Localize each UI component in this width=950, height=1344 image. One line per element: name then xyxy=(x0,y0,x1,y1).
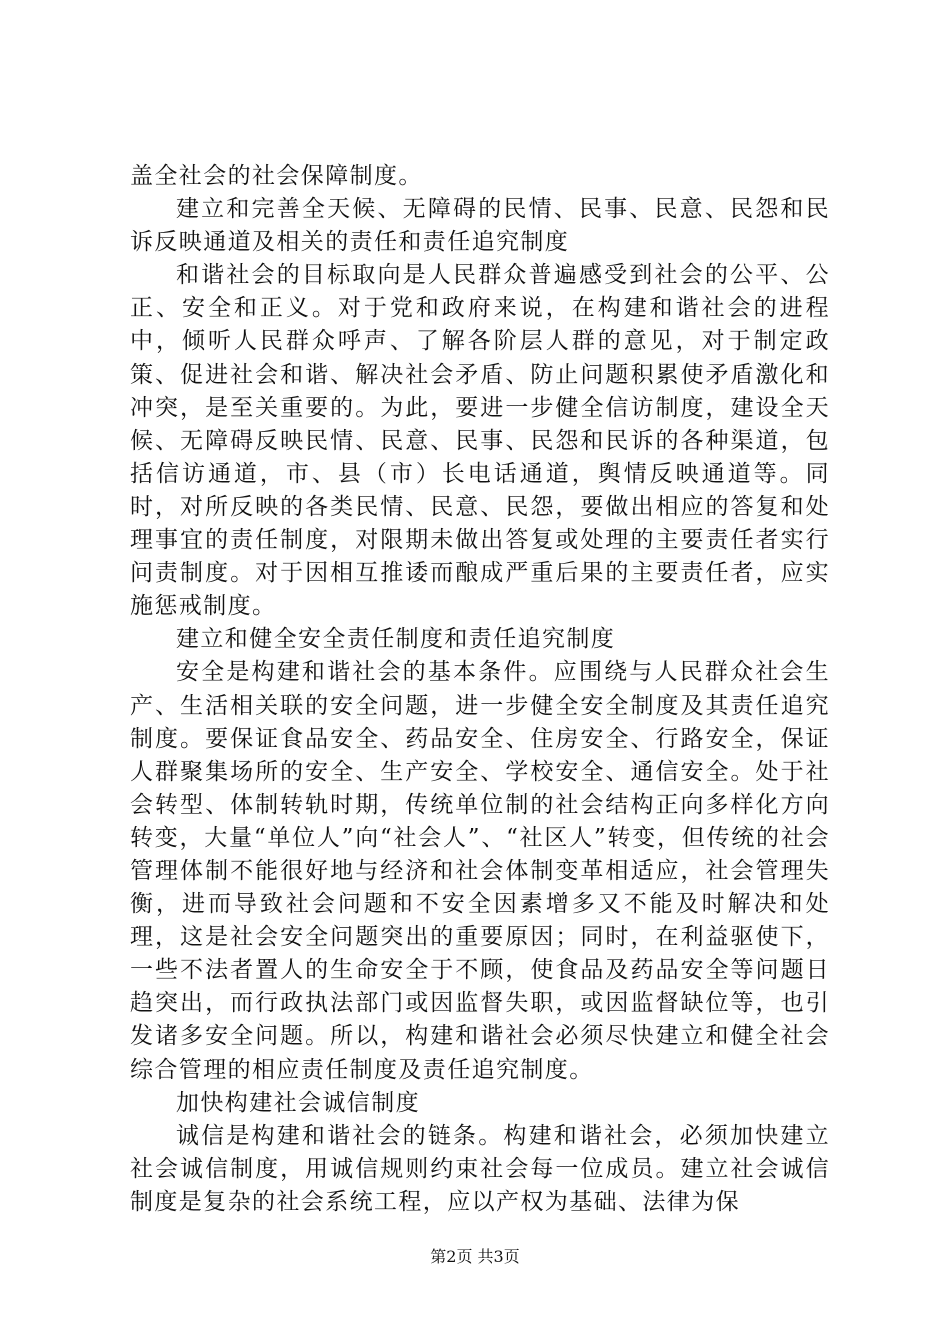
paragraph-safety: 安全是构建和谐社会的基本条件。应围绕与人民群众社会生产、生活相关联的安全问题，进一步健全安全制度及其责任追究制度。要保证食品安全、药品安全、住房安全、行路安全，保证人群聚集场所的安全、生产安全、学校安全、通信安全。处于社会转型、体制转轨时期，传统单位制的社会结构正向多样化方向转变，大量“单位人”向“社会人”、“社区人”转变，但传统的社会管理体制不能很好地与经济和社会体制变革相适应，社会管理失衡，进而导致社会问题和不安全因素增多又不能及时解决和处理，这是社会安全问题突出的重要原因；同时，在利益驱使下，一些不法者置人的生命安全于不顾，使食品及药品安全等问题日趋突出，而行政执法部门或因监督失职，或因监督缺位等，也引发诸多安全问题。所以，构建和谐社会必须尽快建立和健全社会综合管理的相应责任制度及责任追究制度。 xyxy=(130,659,830,1083)
page-footer: 第2页 共3页 xyxy=(430,1247,520,1266)
section-heading-safety-responsibility: 建立和健全安全责任制度和责任追究制度 xyxy=(176,626,616,653)
body-text xyxy=(130,160,830,1219)
section-heading-feedback-channels: 建立和完善全天候、无障碍的民情、民事、民意、民怨和民诉反映通道及相关的责任和责任追究制度 xyxy=(130,196,830,256)
paragraph-integrity: 诚信是构建和谐社会的链条。构建和谐社会，必须加快建立社会诚信制度，用诚信规则约束社会每一位成员。建立社会诚信制度是复杂的社会系统工程，应以产权为基础、法律为保 xyxy=(130,1122,830,1215)
section-heading-integrity-system: 加快构建社会诚信制度 xyxy=(176,1089,420,1116)
paragraph-harmonious-society-goals: 和谐社会的目标取向是人民群众普遍感受到社会的公平、公正、安全和正义。对于党和政府来说，在构建和谐社会的进程中，倾听人民群众呼声、了解各阶层人群的意见，对于制定政策、促进社会和谐、解决社会矛盾、防止问题积累使矛盾激化和冲突，是至关重要的。为此，要进一步健全信访制度，建设全天候、无障碍反映民情、民意、民事、民怨和民诉的各种渠道，包括信访通道，市、县（市）长电话通道，舆情反映通道等。同时，对所反映的各类民情、民意、民怨，要做出相应的答复和处理事宜的责任制度，对限期未做出答复或处理的主要责任者实行问责制度。对于因相互推诿而酿成严重后果的主要责任者，应实施惩戒制度。 xyxy=(130,262,830,620)
paragraph-continuation: 盖全社会的社会保障制度。 xyxy=(130,163,423,189)
